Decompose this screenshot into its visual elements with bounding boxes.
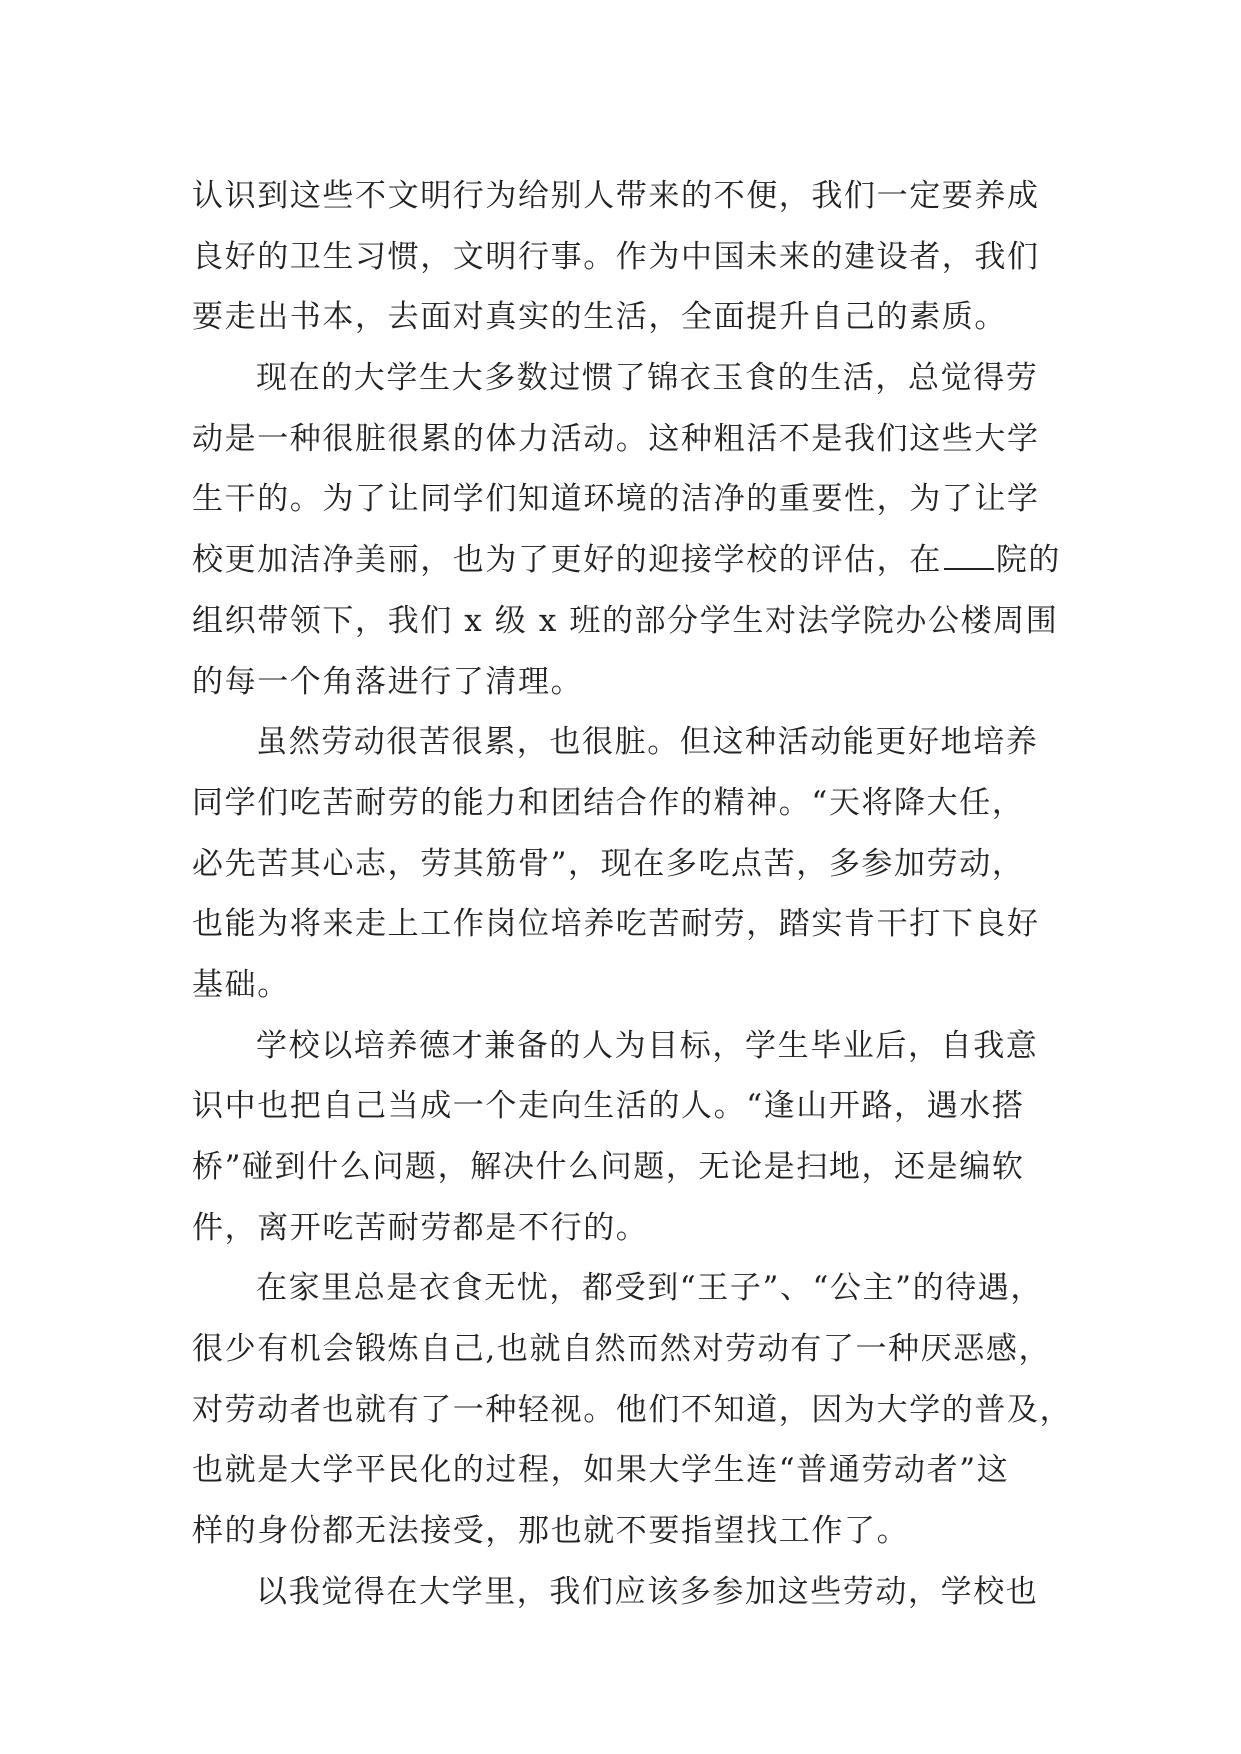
paragraph-6 bbox=[192, 1562, 1052, 1623]
text-line: 识中也把自己当成一个走向生活的人。“逢山开路，遇水搭 bbox=[192, 1088, 1025, 1125]
text-line: 基础。 bbox=[192, 966, 290, 1003]
text-line: 以我觉得在大学里，我们应该多参加这些劳动，学校也 bbox=[256, 1573, 1039, 1610]
text-line: 虽然劳动很苦很累，也很脏。但这种活动能更好地培养 bbox=[256, 724, 1039, 761]
text-line: 也就是大学平民化的过程，如果大学生连“普通劳动者”这 bbox=[192, 1452, 1010, 1489]
text-line: 要走出书本，去面对真实的生活，全面提升自己的素质。 bbox=[192, 299, 1007, 336]
text-line: 桥”碰到什么问题，解决什么问题，无论是扫地，还是编软 bbox=[192, 1149, 1025, 1185]
paragraph-5 bbox=[192, 1258, 1073, 1561]
document-body bbox=[192, 166, 1073, 1623]
text-line: 学校以培养德才兼备的人为目标，学生毕业后，自我意 bbox=[256, 1027, 1039, 1064]
text-line: 组织带领下，我们 x 级 x 班的部分学生对法学院办公楼周围 bbox=[192, 602, 1059, 639]
text-line: 很少有机会锻炼自己,也就自然而然对劳动有了一种厌恶感， bbox=[192, 1331, 1052, 1368]
fill-in-blank bbox=[944, 542, 994, 570]
paragraph-4 bbox=[192, 1016, 1052, 1259]
text-line: 件，离开吃苦耐劳都是不行的。 bbox=[192, 1209, 649, 1246]
text-segment: 校更加洁净美丽，也为了更好的迎接学校的评估，在 bbox=[192, 542, 942, 579]
text-line: 的每一个角落进行了清理。 bbox=[192, 663, 584, 700]
text-segment: 院的 bbox=[995, 542, 1062, 579]
text-line: 动是一种很脏很累的体力活动。这种粗活不是我们这些大学 bbox=[192, 420, 1040, 457]
paragraph-2 bbox=[192, 348, 1062, 712]
text-line: 必先苦其心志，劳其筋骨”，现在多吃点苦，多参加劳动， bbox=[192, 845, 1025, 882]
text-line: 认识到这些不文明行为给别人带来的不便，我们一定要养成 bbox=[192, 178, 1040, 214]
text-line-with-blank bbox=[192, 530, 1062, 591]
paragraph-3 bbox=[192, 712, 1052, 1015]
paragraph-1 bbox=[192, 166, 1052, 348]
text-line: 同学们吃苦耐劳的能力和团结合作的精神。“天将降大任， bbox=[192, 784, 1025, 821]
text-line: 样的身份都无法接受，那也就不要指望找工作了。 bbox=[192, 1513, 910, 1550]
text-line: 也能为将来走上工作岗位培养吃苦耐劳，踏实肯干打下良好 bbox=[192, 906, 1040, 943]
text-line: 良好的卫生习惯，文明行事。作为中国未来的建设者，我们 bbox=[192, 238, 1040, 275]
text-line: 对劳动者也就有了一种轻视。他们不知道，因为大学的普及， bbox=[192, 1391, 1073, 1428]
text-line: 现在的大学生大多数过惯了锦衣玉食的生活，总觉得劳 bbox=[256, 360, 1039, 397]
text-line: 生干的。为了让同学们知道环境的洁净的重要性，为了让学 bbox=[192, 481, 1040, 518]
text-line: 在家里总是衣食无忧，都受到“王子”、“公主”的待遇， bbox=[256, 1270, 1043, 1307]
